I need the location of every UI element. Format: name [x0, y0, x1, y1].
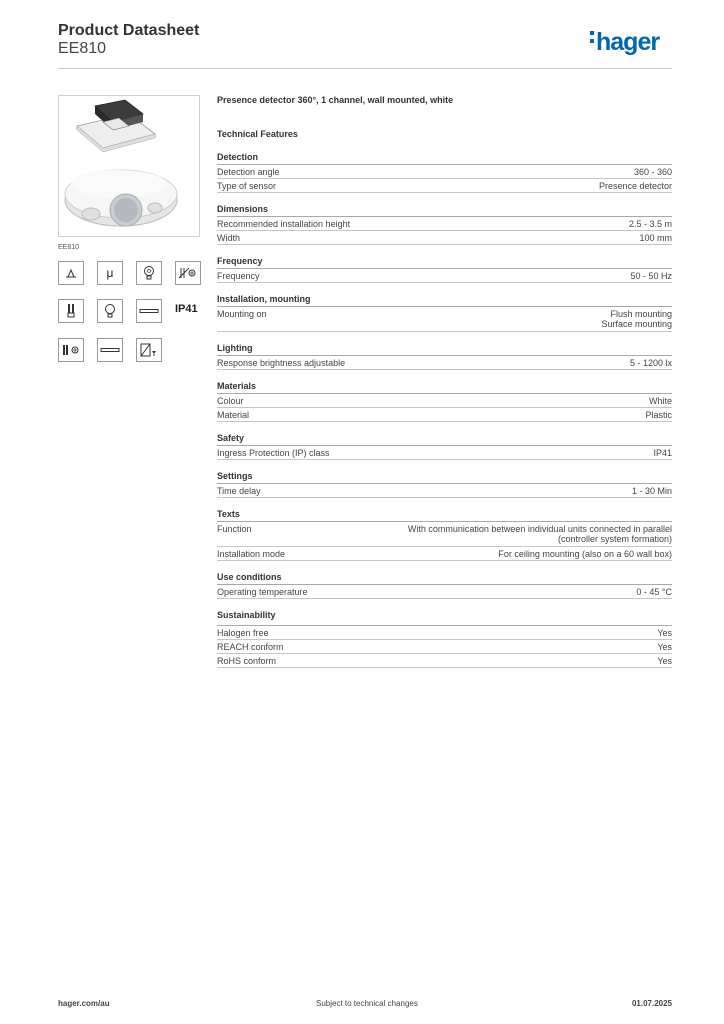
- technical-content: [217, 95, 672, 668]
- spec-value-line: For ceiling mounting (also on a 60 wall box): [498, 549, 672, 559]
- spec-value-line: 5 - 1200 lx: [629, 358, 672, 368]
- spec-row: [217, 356, 672, 370]
- section-title: Lighting: [217, 342, 672, 356]
- spec-row: [217, 179, 672, 193]
- product-code: EE810: [58, 40, 107, 57]
- spec-value-line: Yes: [657, 656, 672, 666]
- ip41-icon: IP41: [175, 303, 198, 315]
- detector-dome-drawing: [65, 170, 177, 226]
- spec-row: [217, 522, 672, 547]
- feature-section: [217, 470, 672, 498]
- spec-label: Type of sensor: [217, 181, 277, 191]
- feature-section: [217, 151, 672, 193]
- spec-row: [217, 165, 672, 179]
- spec-value: [639, 233, 672, 244]
- feature-section: [217, 508, 672, 561]
- spec-label: Response brightness adjustable: [217, 358, 346, 368]
- spec-value: [657, 656, 672, 667]
- spec-label: RoHS conform: [217, 656, 277, 666]
- spec-value-line: With communication between individual units connected in parallel: [407, 524, 672, 534]
- footer-notice: Subject to technical changes: [316, 999, 418, 1008]
- page-title: Product Datasheet: [58, 22, 200, 39]
- spec-value-line: 50 - 50 Hz: [630, 271, 672, 281]
- spec-row: [217, 269, 672, 283]
- energy-saving-lamp-icon: [136, 261, 162, 285]
- spec-label: Halogen free: [217, 628, 269, 638]
- dimmable-transformer-icon: [175, 261, 201, 285]
- spec-value-line: 100 mm: [639, 233, 672, 243]
- section-title: Installation, mounting: [217, 293, 672, 307]
- spec-value: [632, 486, 672, 497]
- feature-section: [217, 380, 672, 422]
- product-image: [58, 95, 200, 237]
- micro-switch-icon: μ: [97, 261, 123, 285]
- section-title: Dimensions: [217, 203, 672, 217]
- spec-row: [217, 217, 672, 231]
- feature-section: [217, 203, 672, 245]
- feature-section: [217, 293, 672, 332]
- spec-value: [636, 587, 672, 598]
- section-title: Materials: [217, 380, 672, 394]
- incandescent-bulb-icon: [97, 299, 123, 323]
- spec-label: Frequency: [217, 271, 260, 281]
- spec-row: [217, 446, 672, 460]
- section-title: Safety: [217, 432, 672, 446]
- spec-value-line: IP41: [653, 448, 672, 458]
- electronic-transformer-icon: [58, 338, 84, 362]
- spec-value-line: Yes: [657, 628, 672, 638]
- spec-value-line: Yes: [657, 642, 672, 652]
- hager-logo: [590, 28, 659, 57]
- lamp-icon: [58, 261, 84, 285]
- feature-section: [217, 255, 672, 283]
- spec-value: [634, 167, 672, 178]
- section-title: Texts: [217, 508, 672, 522]
- spec-value-line: Flush mounting: [610, 309, 672, 319]
- spec-row: [217, 626, 672, 640]
- led-transformer-icon: [136, 338, 162, 362]
- spec-value-line: Surface mounting: [601, 319, 672, 329]
- spec-row: [217, 307, 672, 332]
- spec-value-line: 0 - 45 °C: [636, 587, 672, 597]
- spec-label: Detection angle: [217, 167, 280, 177]
- spec-value: [630, 358, 672, 369]
- spec-label: Ingress Protection (IP) class: [217, 448, 330, 458]
- spec-label: Recommended installation height: [217, 219, 351, 229]
- spec-row: [217, 585, 672, 599]
- spec-value-line: 360 - 360: [633, 167, 672, 177]
- spec-label: Operating temperature: [217, 587, 308, 597]
- spec-value: [629, 219, 672, 230]
- spec-value: [408, 524, 672, 544]
- spec-value: [630, 271, 672, 282]
- product-description: Presence detector 360°, 1 channel, wall mounted, white: [217, 95, 454, 105]
- spec-value: [599, 181, 672, 192]
- spec-value-line: Presence detector: [598, 181, 672, 191]
- spec-value: [645, 410, 672, 421]
- section-title: Detection: [217, 151, 672, 165]
- feature-section: [217, 609, 672, 668]
- spec-label: Material: [217, 410, 250, 420]
- spec-row: [217, 394, 672, 408]
- spec-label: Mounting on: [217, 309, 267, 319]
- spec-value-line: (controller system formation): [557, 534, 672, 544]
- spec-label: Installation mode: [217, 549, 286, 559]
- image-caption: EE810: [58, 244, 80, 251]
- spec-label: Time delay: [217, 486, 261, 496]
- spec-label: REACH conform: [217, 642, 284, 652]
- spec-value-line: White: [648, 396, 672, 406]
- logo-text: hager: [596, 28, 660, 56]
- spec-value-line: Plastic: [645, 410, 672, 420]
- spec-row: [217, 484, 672, 498]
- spec-value: [657, 628, 672, 639]
- spec-value: [601, 309, 672, 329]
- fluorescent-tube-icon: [136, 299, 162, 323]
- section-title: Settings: [217, 470, 672, 484]
- footer-website: hager.com/au: [58, 999, 110, 1008]
- fluorescent-strip-icon: [97, 338, 123, 362]
- feature-sections: [217, 151, 672, 668]
- spec-row: [217, 231, 672, 245]
- logo-colon-mark: [590, 28, 596, 47]
- spec-row: [217, 640, 672, 654]
- section-title: Sustainability: [217, 609, 672, 626]
- section-title: Frequency: [217, 255, 672, 269]
- feature-section: [217, 432, 672, 460]
- spec-label: Width: [217, 233, 241, 243]
- spec-label: Colour: [217, 396, 244, 406]
- spec-value-line: 2.5 - 3.5 m: [628, 219, 672, 229]
- footer-date: 01.07.2025: [631, 999, 672, 1008]
- spec-row: [217, 408, 672, 422]
- spec-value: [649, 396, 672, 407]
- spec-row: [217, 547, 672, 561]
- section-title: Use conditions: [217, 571, 672, 585]
- spec-label: Function: [217, 524, 252, 534]
- header-divider: [58, 68, 672, 69]
- spec-value: [653, 448, 672, 459]
- compact-fluorescent-icon: [58, 299, 84, 323]
- spec-value: [498, 549, 672, 560]
- feature-section: [217, 571, 672, 599]
- spec-value-line: 1 - 30 Min: [631, 486, 672, 496]
- spec-value: [657, 642, 672, 653]
- spec-row: [217, 654, 672, 668]
- technical-features-heading: Technical Features: [217, 129, 298, 139]
- flush-box-drawing: [77, 100, 155, 152]
- feature-section: [217, 342, 672, 370]
